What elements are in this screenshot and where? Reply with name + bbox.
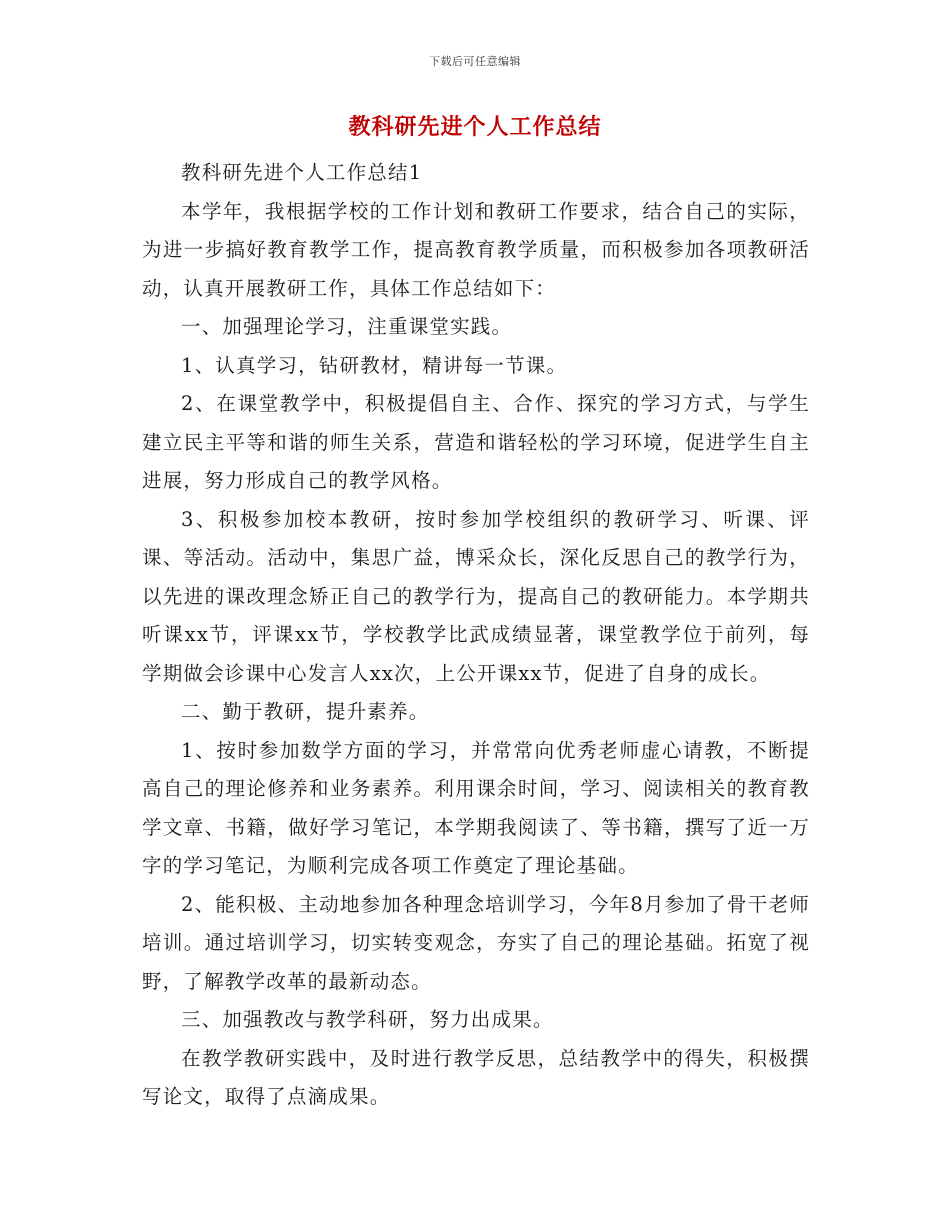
paragraph: 1、按时参加数学方面的学习，并常常向优秀老师虚心请教，不断提高自己的理论修养和业务素养。利用课余时间，学习、阅读相关的教育教学文章、书籍，做好学习笔记，本学期我阅读了、等书籍，撰写了近一万字的学习笔记，为顺利完成各项工作奠定了理论基础。: [142, 738, 810, 877]
subtitle-paragraph: 教科研先进个人工作总结1: [181, 161, 423, 184]
intro-paragraph: 本学年，我根据学校的工作计划和教研工作要求，结合自己的实际，为进一步搞好教育教学工作，提高教育教学质量，而积极参加各项教研活动，认真开展教研工作，具体工作总结如下：: [142, 199, 810, 300]
section-heading-2: 二、勤于教研，提升素养。: [181, 700, 430, 723]
header-note: 下载后可任意编辑: [429, 55, 521, 68]
paragraph: 2、在课堂教学中，积极提倡自主、合作、探究的学习方式，与学生建立民主平等和谐的师生关系，营造和谐轻松的学习环境，促进学生自主进展，努力形成自己的教学风格。: [142, 392, 810, 492]
paragraph: 3、积极参加校本教研，按时参加学校组织的教研学习、听课、评课、等活动。活动中，集思广益，博采众长，深化反思自己的教学行为，以先进的课改理念矫正自己的教学行为，提高自己的教研能力。本学期共听课xx节，评课xx节，学校教学比武成绩显著，课堂教学位于前列，每学期做会诊课中心发言人xx次，上公开课xx节，促进了自身的成长。: [142, 507, 810, 685]
section-heading-1: 一、加强理论学习，注重课堂实践。: [181, 315, 513, 338]
paragraph: 1、认真学习，钻研教材，精讲每一节课。: [181, 353, 568, 377]
paragraph: 2、能积极、主动地参加各种理念培训学习，今年8月参加了骨干老师培训。通过培训学习，切实转变观念，夯实了自己的理论基础。拓宽了视野，了解教学改革的最新动态。: [142, 892, 810, 993]
section-heading-3: 三、加强教改与教学科研，努力出成果。: [181, 1008, 554, 1031]
document-title: 教科研先进个人工作总结: [348, 114, 602, 140]
paragraph: 在教学教研实践中，及时进行教学反思，总结教学中的得失，积极撰写论文，取得了点滴成果。: [142, 1046, 810, 1108]
document-body: [142, 154, 810, 1117]
